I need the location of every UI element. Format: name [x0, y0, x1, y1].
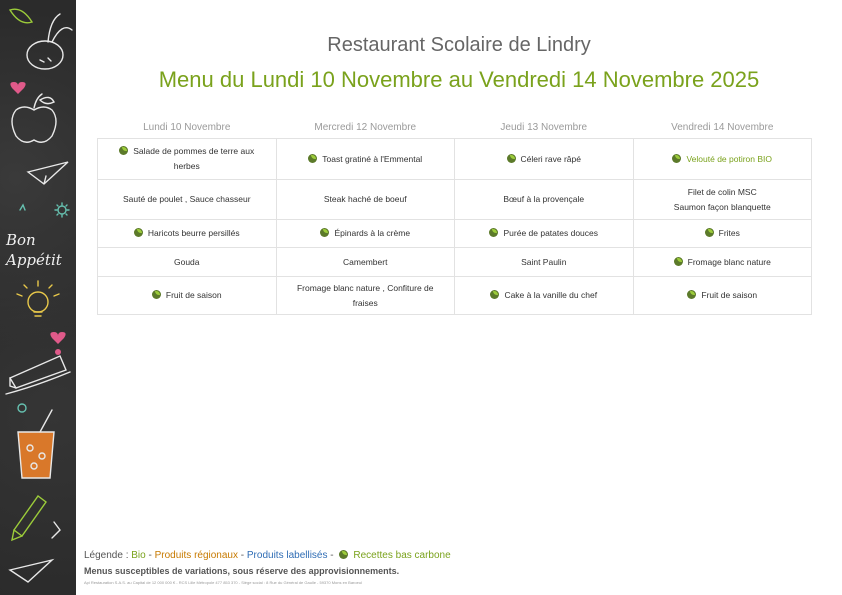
- sparkle-icon: [20, 205, 25, 210]
- menu-cell: [98, 139, 277, 180]
- menu-cell: [633, 180, 812, 220]
- dish-name: Steak haché de boeuf: [323, 194, 407, 204]
- menu-cell: [633, 277, 812, 315]
- chalk-scribble-icon: [52, 522, 60, 538]
- menu-row: [98, 180, 812, 220]
- dish-name: Épinards à la crème: [334, 228, 411, 238]
- legend-label: Légende :: [84, 550, 132, 561]
- low-carbon-leaf-icon: [507, 154, 516, 163]
- day-header-monday: Lundi 10 Novembre: [143, 122, 231, 133]
- day-header-wednesday: Mercredi 12 Novembre: [314, 122, 417, 133]
- low-carbon-leaf-icon: [705, 228, 714, 237]
- low-carbon-leaf-icon: [152, 290, 161, 299]
- dish-name: Sauté de poulet , Sauce chasseur: [122, 194, 251, 204]
- low-carbon-leaf-icon: [687, 290, 696, 299]
- menu-row: [98, 277, 812, 315]
- gear-doodle-icon: [55, 203, 69, 217]
- menu-row: [98, 220, 812, 248]
- paper-plane-icon-2: [10, 560, 52, 582]
- dish-name: Velouté de potiron BIO: [686, 153, 773, 164]
- menu-cell: [98, 248, 277, 277]
- heart-icon: [10, 82, 25, 94]
- low-carbon-leaf-icon: [489, 228, 498, 237]
- chalkboard-sidebar: [0, 0, 76, 595]
- radish-doodle-icon: [27, 14, 72, 69]
- restaurant-title: Restaurant Scolaire de Lindry: [327, 34, 591, 56]
- lightbulb-doodle-icon: [17, 281, 59, 316]
- dish-name: Saint Paulin: [521, 256, 567, 267]
- apple-doodle-icon: [12, 94, 56, 142]
- dish-name: Fromage blanc nature: [687, 256, 771, 267]
- availability-note: Menus susceptibles de variations, sous réserve des approvisionnements.: [84, 566, 400, 576]
- juice-glass-doodle-icon: [18, 410, 54, 478]
- low-carbon-leaf-icon: [119, 146, 128, 155]
- gear-doodle-icon-2: [18, 404, 26, 412]
- legend-separator: -: [145, 550, 155, 561]
- menu-cell: [276, 248, 455, 277]
- dish-name: Cake à la vanille du chef: [504, 290, 598, 300]
- day-header-thursday: Jeudi 13 Novembre: [500, 122, 588, 133]
- dish-name: Fruit de saison: [701, 290, 758, 300]
- bon-appetit-text: Bon Appétit: [6, 231, 62, 269]
- day-header-friday: Vendredi 14 Novembre: [671, 122, 774, 133]
- dish-name: Céleri rave râpé: [520, 153, 581, 164]
- low-carbon-leaf-icon: [134, 228, 143, 237]
- dish-name: Bœuf à la provençale: [503, 194, 585, 204]
- legend-bio: Bio: [131, 550, 146, 561]
- menu-cell: [455, 220, 634, 248]
- menu-cell: [276, 277, 455, 315]
- dish-name: Salade de pommes de terre aux herbes: [133, 146, 255, 171]
- dish-name: Frites: [718, 228, 740, 238]
- low-carbon-leaf-icon: [320, 228, 329, 237]
- leaf-doodle-icon: [10, 9, 32, 23]
- pencil-doodle-icon: [12, 496, 46, 540]
- legend-separator: -: [327, 550, 337, 561]
- legend-separator: -: [238, 550, 247, 561]
- dish-name: Haricots beurre persillés: [147, 228, 240, 238]
- paper-plane-icon: [28, 162, 68, 184]
- day-header-row: [98, 117, 812, 139]
- low-carbon-leaf-icon: [672, 154, 681, 163]
- dish-name: Fromage blanc nature , Confiture de fraises: [296, 282, 434, 308]
- menu-cell: [276, 180, 455, 220]
- dish-name: Gouda: [173, 256, 200, 267]
- low-carbon-leaf-icon: [339, 550, 348, 559]
- menu-cell: [633, 139, 812, 180]
- menu-cell: [633, 220, 812, 248]
- menu-cell: [455, 248, 634, 277]
- dish-name: Saumon façon blanquette: [673, 201, 771, 212]
- dish-name: Camembert: [343, 256, 388, 267]
- low-carbon-leaf-icon: [674, 257, 683, 266]
- dish-name: Filet de colin MSC: [687, 186, 757, 197]
- menu-cell: [276, 220, 455, 248]
- legend-labelled: Produits labellisés: [246, 550, 328, 561]
- heart-icon-2: [50, 332, 65, 344]
- cake-doodle-icon: [6, 349, 70, 394]
- menu-cell: [633, 248, 812, 277]
- menu-row: [98, 139, 812, 180]
- weekly-menu-table: [97, 117, 812, 315]
- menu-cell: [455, 180, 634, 220]
- dish-name: Fruit de saison: [165, 290, 222, 300]
- legend: [84, 550, 451, 561]
- legend-low-carbon: Recettes bas carbone: [353, 550, 451, 561]
- menu-cell: [98, 277, 277, 315]
- menu-row: [98, 248, 812, 277]
- chalk-doodles: [0, 0, 76, 595]
- menu-week-title: Menu du Lundi 10 Novembre au Vendredi 14 Novembre 2025: [158, 67, 760, 92]
- menu-cell: [455, 277, 634, 315]
- menu-cell: [98, 180, 277, 220]
- menu-cell: [276, 139, 455, 180]
- low-carbon-leaf-icon: [490, 290, 499, 299]
- menu-cell: [455, 139, 634, 180]
- dish-name: Purée de patates douces: [503, 228, 598, 238]
- dish-name: Toast gratiné à l'Emmental: [322, 153, 423, 164]
- low-carbon-leaf-icon: [308, 154, 317, 163]
- menu-cell: [98, 220, 277, 248]
- company-fine-print: Api Restauration S.A.S. au Capital de 12 000 000 € - RCS Lille Métropole 477 853 370 - Siège social : 8 Rue du Général de Gaulle - 59370 Mons en Baroeul: [84, 580, 362, 585]
- legend-regional: Produits régionaux: [154, 550, 238, 561]
- menu-body: [98, 139, 812, 315]
